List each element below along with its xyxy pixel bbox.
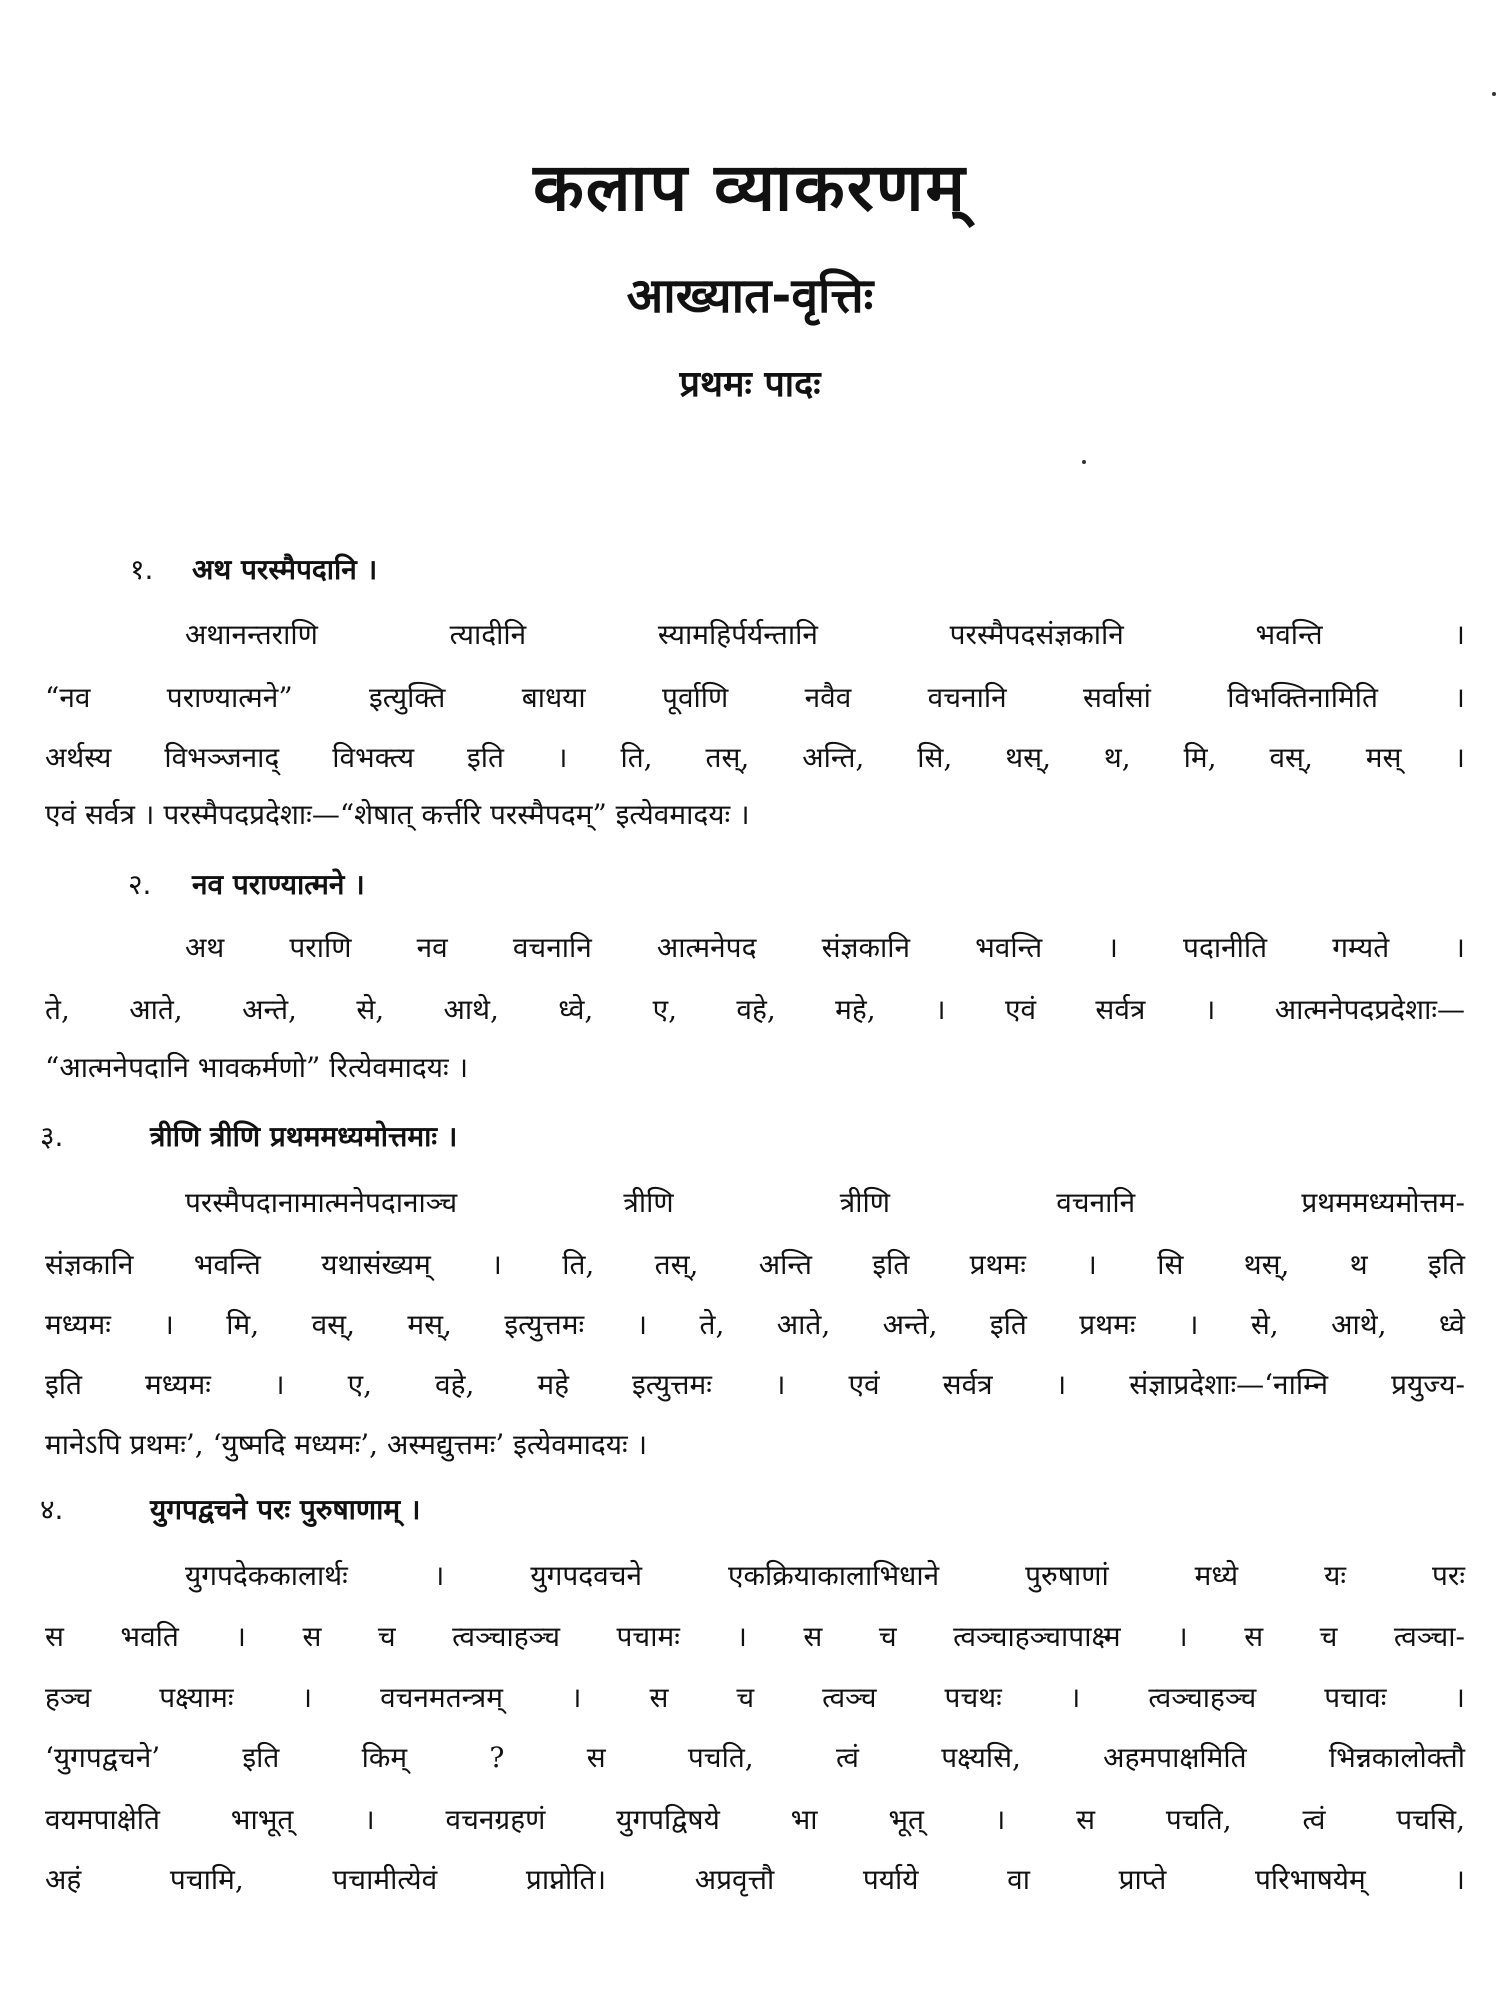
sutra-number: ३.	[40, 1120, 64, 1153]
commentary-line: हञ्च पक्ष्यामः । वचनमतन्त्रम् । स च त्वञ्च पचथः । त्वञ्चाहञ्च पचावः ।	[45, 1681, 1465, 1714]
section-title: आख्यात-वृत्तिः	[626, 268, 874, 324]
sutra-heading-3	[0, 1117, 1500, 1157]
scan-speck	[1082, 460, 1086, 464]
chapter-title: प्रथमः पादः	[679, 364, 821, 405]
book-title: कलाप व्याकरणम्	[533, 149, 967, 226]
sutra-heading-4	[0, 1490, 1500, 1530]
commentary-line: अथ पराणि नव वचनानि आत्मनेपद संज्ञकानि भवन्ति । पदानीति गम्यते ।	[185, 931, 1465, 964]
commentary-line: “आत्मनेपदानि भावकर्मणो” रित्येवमादयः ।	[45, 1051, 469, 1084]
commentary-line: अहं पचामि, पचामीत्येवं प्राप्नोति। अप्रवृत्तौ पर्याये वा प्राप्ते परिभाषयेम् ।	[45, 1863, 1465, 1896]
commentary-line: मध्यमः । मि, वस्, मस्, इत्युत्तमः । ते, आते, अन्ते, इति प्रथमः । से, आथे, ध्वे	[45, 1308, 1465, 1341]
sutra-text: अथ परस्मैपदानि ।	[192, 553, 378, 586]
sutra-text: त्रीणि त्रीणि प्रथममध्यमोत्तमाः ।	[150, 1120, 458, 1153]
commentary-line: स भवति । स च त्वञ्चाहञ्च पचामः । स च त्वञ्चाहञ्चापाक्ष्म । स च त्वञ्चा-	[45, 1620, 1465, 1653]
commentary-line: अथानन्तराणि त्यादीनि स्यामहिर्पर्यन्तानि परस्मैपदसंज्ञकानि भवन्ति ।	[185, 618, 1465, 651]
commentary-line: ‘युगपद्वचने’ इति किम् ? स पचति, त्वं पक्ष्यसि, अहमपाक्षमिति भिन्नकालोक्तौ	[45, 1741, 1465, 1774]
commentary-line: “नव पराण्यात्मने” इत्युक्ति बाधया पूर्वाणि नवैव वचनानि सर्वासां विभक्तिनामिति ।	[45, 681, 1465, 714]
commentary-line: वयमपाक्षेति भाभूत् । वचनग्रहणं युगपद्विषये भा भूत् । स पचति, त्वं पचसि,	[45, 1803, 1465, 1836]
sutra-number: २.	[128, 868, 152, 901]
sutra-heading-1	[0, 550, 1500, 590]
commentary-line: संज्ञकानि भवन्ति यथासंख्यम् । ति, तस्, अन्ति इति प्रथमः । सि थस्, थ इति	[45, 1248, 1465, 1281]
commentary-line: अर्थस्य विभञ्जनाद् विभक्त्य इति । ति, तस्, अन्ति, सि, थस्, थ, मि, वस्, मस् ।	[45, 741, 1465, 774]
sutra-text: नव पराण्यात्मने ।	[192, 868, 365, 901]
commentary-line: मानेऽपि प्रथमः’, ‘युष्मदि मध्यमः’, अस्मद्युत्तमः’ इत्येवमादयः ।	[45, 1428, 648, 1461]
commentary-line: एवं सर्वत्र । परस्मैपदप्रदेशाः—“शेषात् कर्त्तरि परस्मैपदम्” इत्येवमादयः ।	[45, 798, 750, 831]
sutra-text: युगपद्वचने परः पुरुषाणाम् ।	[150, 1493, 421, 1526]
commentary-line: परस्मैपदानामात्मनेपदानाञ्च त्रीणि त्रीणि वचनानि प्रथममध्यमोत्तम-	[185, 1186, 1465, 1219]
commentary-line: ते, आते, अन्ते, से, आथे, ध्वे, ए, वहे, महे, । एवं सर्वत्र । आत्मनेपदप्रदेशाः—	[45, 993, 1465, 1026]
sutra-number: १.	[130, 553, 154, 586]
commentary-line: इति मध्यमः । ए, वहे, महे इत्युत्तमः । एवं सर्वत्र । संज्ञाप्रदेशाः—‘नाम्नि प्रयुज्य-	[45, 1368, 1465, 1401]
commentary-line: युगपदेककालार्थः । युगपदवचने एकक्रियाकालाभिधाने पुरुषाणां मध्ये यः परः	[185, 1559, 1465, 1592]
sutra-number: ४.	[40, 1493, 64, 1526]
sutra-heading-2	[0, 865, 1500, 905]
scan-speck	[1492, 92, 1496, 96]
